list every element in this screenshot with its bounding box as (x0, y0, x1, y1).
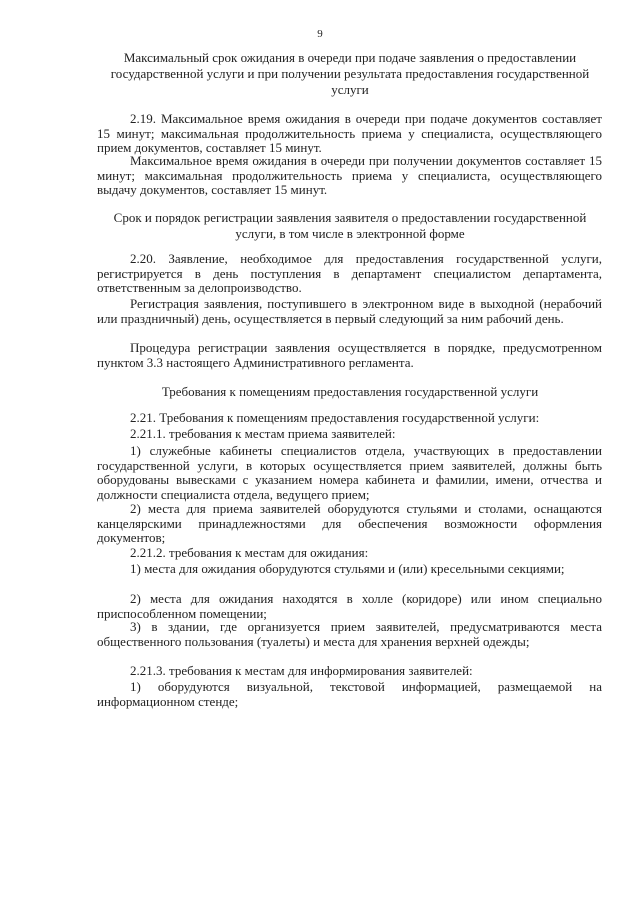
paragraph-2-21: 2.21. Требования к помещениям предоставления государственной услуги: (130, 410, 540, 425)
paragraph-2-21-2-item-2: 2) места для ожидания находятся в холле (коридоре) или ином специально приспособленном помещении; (97, 591, 602, 621)
paragraph-2-20-c: Процедура регистрации заявления осуществляется в порядке, предусмотренном пунктом 3.3 настоящего Административного регламента. (97, 340, 602, 370)
section-heading-premises: Требования к помещениям предоставления государственной услуги (161, 384, 539, 399)
page-number: 9 (317, 28, 323, 40)
paragraph-2-20-b: Регистрация заявления, поступившего в электронном виде в выходной (нерабочий или праздничный) день, осуществляется в первый следующий за ним рабочий день. (97, 296, 602, 326)
paragraph-2-19-a: 2.19. Максимальное время ожидания в очереди при подаче документов составляет 15 минут; максимальная продолжительность приема у специалиста, осуществляющего прием документов, составляет 15 минут. (97, 111, 602, 155)
paragraph-2-21-1: 2.21.1. требования к местам приема заявителей: (130, 426, 396, 441)
section-heading-registration: Срок и порядок регистрации заявления заявителя о предоставлении государственной услуги, в том числе в электронной форме (113, 210, 587, 241)
paragraph-2-21-3-item-1: 1) оборудуются визуальной, текстовой информацией, размещаемой на информационном стенде; (97, 679, 602, 709)
paragraph-2-21-2-item-3: 3) в здании, где организуется прием заявителей, предусматриваются места общественного пользования (туалеты) и места для хранения верхней одежды; (97, 619, 602, 649)
paragraph-2-21-1-item-2: 2) места для приема заявителей оборудуются стульями и столами, оснащаются канцелярскими принадлежностями для обеспечения возможности оформления документов; (97, 501, 602, 545)
paragraph-2-21-2-item-1: 1) места для ожидания оборудуются стульями и (или) кресельными секциями; (130, 561, 565, 576)
paragraph-2-19-b: Максимальное время ожидания в очереди при получении документов составляет 15 минут; максимальная продолжительность приема у специалиста, осуществляющего выдачу документов, составляет 15 минут. (97, 153, 602, 197)
paragraph-2-21-3: 2.21.3. требования к местам для информирования заявителей: (130, 663, 473, 678)
paragraph-2-21-1-item-1: 1) служебные кабинеты специалистов отдела, участвующих в предоставлении государственной услуги, в которых осуществляется прием заявителей, должны быть оборудованы вывесками с указанием номера кабинета и фамилии, имени, отчества и должности специалиста отдела, ведущего прием; (97, 443, 602, 502)
paragraph-2-20-a: 2.20. Заявление, необходимое для предоставления государственной услуги, регистрируется в день поступления в департамент специалистом департамента, ответственным за делопроизводство. (97, 251, 602, 295)
section-heading-waiting-time: Максимальный срок ожидания в очереди при подаче заявления о предоставлении государственной услуги и при получении результата предоставления государственной услуги (110, 50, 590, 97)
paragraph-2-21-2: 2.21.2. требования к местам для ожидания: (130, 545, 369, 560)
